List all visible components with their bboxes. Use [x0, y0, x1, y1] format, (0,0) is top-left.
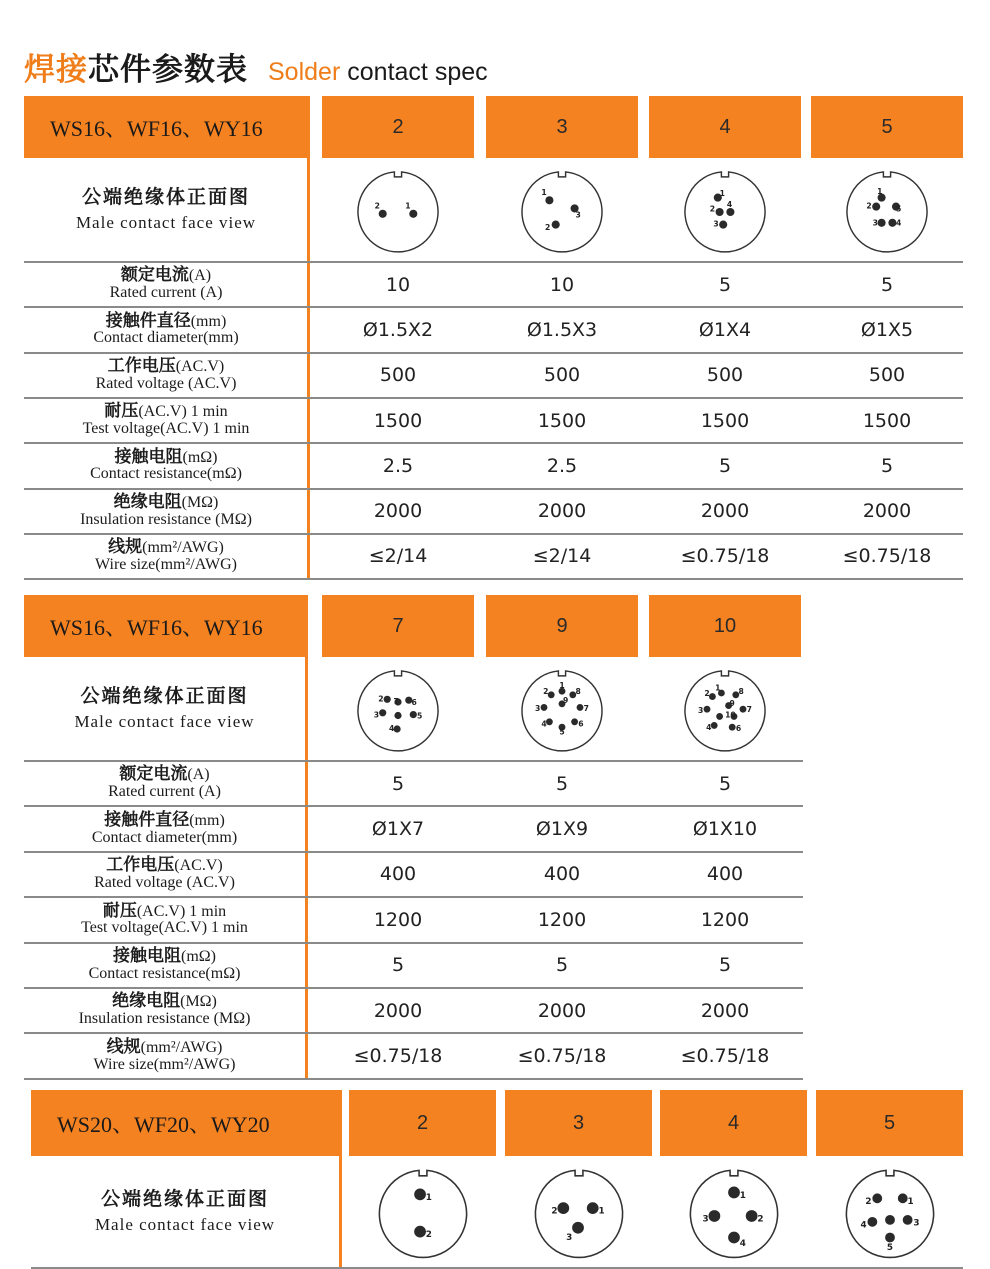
spec-row-label-cn — [121, 267, 211, 285]
face-view-label — [24, 657, 305, 761]
male-face-view-2-pin — [374, 1165, 472, 1263]
pin-number-label: 4 — [739, 1238, 746, 1249]
pin-number-label: 1 — [405, 201, 411, 211]
pin-number-label: 2 — [756, 1214, 764, 1225]
pin-number-label: 2 — [543, 687, 549, 697]
label-cn-text: 绝缘电阻 — [113, 491, 182, 512]
spec-row-label — [24, 534, 308, 579]
contact-pin — [586, 1202, 598, 1214]
column-divider — [339, 1090, 342, 1268]
contact-pin — [548, 691, 555, 698]
spec-row-label — [24, 307, 308, 352]
pin-number-label: 1 — [425, 1192, 432, 1203]
contact-pin — [867, 1217, 877, 1227]
pin-number-label: 6 — [578, 719, 584, 729]
contact-pin — [719, 221, 727, 229]
label-cn-text: 工作电压 — [107, 355, 176, 376]
pin-number-label: 2 — [866, 201, 872, 211]
spec-row-label-en: Rated voltage (AC.V) — [94, 874, 235, 892]
spec-value-cell: 5 — [391, 772, 405, 795]
label-cn-text: 接触电阻 — [113, 945, 181, 966]
insulator-outline — [358, 172, 438, 252]
pin-number-label: 6 — [735, 724, 742, 733]
spec-row-label-en: Rated current (A) — [108, 783, 221, 801]
row-separator — [24, 1078, 803, 1080]
label-cn-text: 接触件直径 — [105, 310, 191, 331]
column-divider — [305, 595, 308, 1079]
spec-row-label — [24, 1033, 305, 1078]
spec-value-cell: Ø1X10 — [692, 818, 758, 841]
page-title — [24, 44, 488, 88]
spec-value-cell: 2000 — [700, 999, 750, 1022]
spec-value-cell: 1200 — [700, 908, 750, 931]
label-cn-text: 接触件直径 — [104, 809, 190, 830]
spec-row-label-cn — [112, 993, 217, 1011]
spec-row-label-cn — [105, 310, 227, 331]
pin-count-header: 4 — [660, 1090, 807, 1156]
pin-number-label: 3 — [575, 210, 581, 220]
spec-value-cell: Ø1X9 — [535, 818, 589, 841]
spec-value-cell: 5 — [391, 954, 405, 977]
contact-pin — [557, 1202, 569, 1214]
face-view-label — [24, 158, 308, 262]
male-face-view-10-pin — [680, 666, 770, 756]
male-face-view-3-pin — [517, 167, 607, 257]
spec-value-cell: 5 — [718, 954, 732, 977]
contact-pin — [577, 704, 584, 711]
spec-value-cell: 5 — [880, 273, 894, 296]
pin-number-label: 3 — [565, 1233, 572, 1244]
contact-pin — [704, 706, 711, 713]
spec-value-cell: 2000 — [537, 500, 587, 523]
insulator-face-diagram — [353, 167, 443, 257]
pin-number-label: 7 — [393, 697, 399, 706]
contact-pin — [708, 1210, 720, 1222]
insulator-outline — [522, 172, 602, 252]
spec-value-cell: Ø1.5X3 — [526, 318, 598, 341]
pin-number-label: 1 — [715, 683, 721, 693]
insulator-face-diagram — [842, 167, 932, 257]
spec-value-cell: 2.5 — [382, 454, 414, 477]
title-cn-black: 芯件参数表 — [88, 52, 248, 88]
spec-value-cell: 1500 — [700, 409, 750, 432]
spec-value-cell: 1500 — [373, 409, 423, 432]
spec-row-label — [24, 806, 305, 851]
spec-value-cell: 500 — [868, 364, 906, 387]
male-face-view-5-pin — [842, 167, 932, 257]
pin-number-label: 1 — [877, 187, 883, 197]
spec-value-cell: 2000 — [537, 999, 587, 1022]
pin-number-label: 9 — [562, 696, 569, 706]
spec-row-label-cn — [119, 766, 209, 784]
label-cn-unit: (mm²/AWG) — [142, 539, 224, 557]
contact-pin — [878, 219, 886, 227]
spec-value-cell: 400 — [379, 863, 417, 886]
spec-value-cell: 2000 — [373, 500, 423, 523]
face-view-label-en: Male contact face view — [94, 1215, 276, 1235]
contact-pin — [541, 704, 548, 711]
pin-number-label: 7 — [746, 705, 752, 715]
male-face-view-3-pin — [530, 1165, 628, 1263]
spec-value-cell: ≤2/14 — [532, 545, 592, 568]
label-cn-unit: (mm²/AWG) — [140, 1038, 223, 1056]
contact-pin — [726, 208, 734, 216]
label-cn-text: 耐压 — [104, 401, 139, 422]
pin-number-label: 1 — [541, 188, 547, 198]
contact-pin — [885, 1215, 895, 1225]
row-separator — [24, 578, 963, 580]
label-cn-text: 线规 — [108, 537, 143, 558]
insulator-outline — [685, 172, 765, 252]
face-view-label-cn: 公端绝缘体正面图 — [80, 685, 249, 708]
pin-number-label: 4 — [896, 218, 902, 228]
pin-number-label: 5 — [416, 711, 423, 721]
spec-row-label-cn — [113, 945, 216, 966]
pin-count-header: 9 — [486, 595, 638, 657]
contact-pin — [740, 706, 747, 713]
spec-value-cell: 400 — [543, 863, 581, 886]
spec-value-cell: ≤0.75/18 — [517, 1045, 607, 1068]
label-cn-unit: (A) — [188, 267, 212, 285]
pin-number-label: 2 — [550, 1206, 558, 1217]
insulator-face-diagram — [680, 666, 770, 756]
spec-row-label-en: Contact resistance(mΩ) — [90, 465, 242, 483]
label-cn-text: 额定电流 — [119, 764, 188, 785]
pin-number-label: 4 — [706, 723, 712, 733]
spec-value-cell: ≤0.75/18 — [680, 545, 770, 568]
pin-number-label: 8 — [575, 687, 581, 697]
spec-value-cell: 500 — [706, 364, 744, 387]
title-en-black: contact spec — [347, 58, 488, 86]
pin-number-label: 3 — [872, 218, 878, 228]
label-cn-unit: (AC.V) 1 min — [138, 403, 228, 421]
pin-number-label: 3 — [535, 704, 541, 714]
spec-row-label-cn — [106, 1036, 223, 1057]
contact-pin — [394, 725, 401, 732]
label-cn-unit: (A) — [187, 766, 210, 784]
contact-pin — [885, 1233, 895, 1243]
contact-pin — [745, 1210, 757, 1222]
spec-value-cell: 10 — [385, 273, 411, 296]
spec-row-label-en: Contact resistance(mΩ) — [88, 964, 241, 982]
pin-count-header: 5 — [816, 1090, 963, 1156]
contact-pin — [716, 713, 723, 720]
spec-value-cell: Ø1X7 — [371, 818, 425, 841]
pin-number-label: 4 — [541, 719, 547, 729]
spec-row-label-en: Wire size(mm²/AWG) — [93, 1055, 236, 1073]
spec-row-label — [24, 443, 308, 488]
pin-number-label: 5 — [886, 1242, 893, 1253]
label-cn-unit: (mΩ) — [182, 448, 218, 466]
insulator-face-diagram — [685, 1165, 783, 1263]
contact-pin — [572, 1222, 584, 1234]
spec-row-label-cn — [102, 900, 227, 921]
contact-pin — [902, 1215, 912, 1225]
pin-number-label: 3 — [702, 1214, 709, 1225]
contact-pin — [545, 196, 553, 204]
insulator-face-diagram — [517, 666, 607, 756]
male-face-view-2-pin — [353, 167, 443, 257]
spec-row-label-cn — [114, 446, 218, 467]
pin-count-header: 2 — [349, 1090, 496, 1156]
spec-row-label-cn — [107, 355, 225, 376]
spec-row-label-en: Rated current (A) — [109, 284, 223, 302]
insulator-face-diagram — [680, 167, 770, 257]
spec-value-cell: ≤0.75/18 — [842, 545, 932, 568]
contact-pin — [728, 1187, 740, 1199]
pin-number-label: 6 — [411, 697, 417, 707]
spec-value-cell: 500 — [543, 364, 581, 387]
spec-value-cell: 1200 — [373, 908, 423, 931]
label-cn-text: 绝缘电阻 — [112, 991, 181, 1012]
pin-count-header: 3 — [486, 96, 638, 158]
spec-value-cell: 5 — [555, 772, 569, 795]
pin-number-label: 2 — [425, 1230, 432, 1241]
spec-value-cell: Ø1X4 — [698, 318, 752, 341]
model-series-header: WS16、WF16、WY16 — [24, 96, 308, 158]
label-cn-unit: (AC.V) — [174, 857, 223, 875]
label-cn-text: 线规 — [106, 1036, 141, 1057]
label-cn-unit: (MΩ) — [181, 493, 219, 511]
pin-number-label: 1 — [739, 1190, 746, 1201]
spec-value-cell: 5 — [718, 273, 732, 296]
spec-value-cell: 5 — [555, 954, 569, 977]
contact-pin — [728, 1232, 740, 1244]
contact-pin — [872, 203, 880, 211]
pin-number-label: 9 — [729, 698, 735, 708]
spec-row-label — [24, 943, 305, 988]
label-cn-unit: (mm) — [190, 312, 227, 330]
spec-row-label-en: Contact diameter(mm) — [93, 329, 239, 347]
contact-pin — [716, 208, 724, 216]
contact-pin — [729, 724, 736, 731]
spec-value-cell: 1200 — [537, 908, 587, 931]
spec-row-label-cn — [113, 491, 219, 512]
pin-number-label: 2 — [704, 688, 710, 698]
model-series-header: WS16、WF16、WY16 — [24, 595, 305, 657]
spec-row-label — [24, 489, 308, 534]
face-view-label — [31, 1156, 339, 1268]
spec-value-cell: 5 — [718, 454, 732, 477]
male-face-view-4-pin — [685, 1165, 783, 1263]
spec-row-label-cn — [106, 857, 222, 875]
contact-pin — [410, 711, 417, 718]
spec-row-label-en: Wire size(mm²/AWG) — [95, 555, 237, 573]
insulator-face-diagram — [530, 1165, 628, 1263]
pin-number-label: 2 — [709, 204, 716, 214]
pin-number-label: 2 — [378, 694, 384, 704]
label-cn-unit: (mm) — [189, 811, 225, 829]
contact-pin — [414, 1226, 426, 1238]
male-face-view-7-pin — [353, 666, 443, 756]
spec-row-label-en: Insulation resistance (MΩ) — [78, 1010, 251, 1028]
label-cn-unit: (MΩ) — [180, 993, 217, 1011]
spec-value-cell: 5 — [880, 454, 894, 477]
pin-number-label: 1 — [597, 1206, 605, 1217]
pin-number-label: 3 — [912, 1218, 920, 1229]
label-cn-text: 接触电阻 — [114, 446, 183, 467]
pin-number-label: 4 — [859, 1220, 867, 1231]
spec-value-cell: Ø1.5X2 — [362, 318, 434, 341]
male-face-view-9-pin — [517, 666, 607, 756]
contact-pin — [552, 221, 560, 229]
contact-pin — [872, 1193, 882, 1203]
label-cn-unit: (AC.V) — [175, 357, 225, 375]
pin-number-label: 1 — [559, 680, 565, 690]
spec-value-cell: 10 — [549, 273, 575, 296]
contact-pin — [409, 210, 417, 218]
title-cn-orange: 焊接 — [24, 52, 88, 88]
spec-value-cell: 2000 — [700, 500, 750, 523]
pin-number-label: 3 — [698, 706, 704, 715]
contact-pin — [546, 718, 553, 725]
pin-number-label: 5 — [559, 727, 565, 737]
pin-count-header: 4 — [649, 96, 801, 158]
spec-row-label — [24, 852, 305, 897]
insulator-face-diagram — [353, 666, 443, 756]
model-series-header: WS20、WF20、WY20 — [31, 1090, 339, 1156]
spec-value-cell: Ø1X5 — [860, 318, 914, 341]
spec-row-label — [24, 398, 308, 443]
pin-number-label: 8 — [738, 687, 744, 697]
pin-number-label: 2 — [374, 201, 380, 211]
spec-row-label — [24, 761, 305, 806]
pin-count-header: 2 — [322, 96, 474, 158]
pin-number-label: 10 — [725, 710, 736, 720]
insulator-face-diagram — [841, 1165, 939, 1263]
spec-row-label-en: Contact diameter(mm) — [91, 828, 238, 846]
contact-pin — [711, 722, 718, 729]
face-view-label-en: Male contact face view — [75, 213, 257, 233]
insulator-outline — [535, 1170, 622, 1257]
spec-value-cell: ≤0.75/18 — [680, 1045, 770, 1068]
pin-count-header: 5 — [811, 96, 963, 158]
pin-number-label: 3 — [713, 219, 719, 229]
spec-row-label-en: Test voltage(AC.V) 1 min — [81, 919, 248, 937]
pin-number-label: 7 — [583, 704, 589, 714]
spec-value-cell: 500 — [379, 364, 417, 387]
pin-number-label: 2 — [544, 223, 551, 233]
male-face-view-4-pin — [680, 167, 770, 257]
pin-number-label: 5 — [896, 204, 902, 214]
contact-pin — [571, 718, 578, 725]
pin-number-label: 1 — [907, 1196, 914, 1207]
spec-value-cell: 2000 — [373, 999, 423, 1022]
insulator-outline — [379, 1170, 466, 1257]
pin-number-label: 3 — [373, 710, 380, 720]
contact-pin — [384, 696, 391, 703]
spec-row-label — [24, 262, 308, 307]
label-cn-text: 额定电流 — [120, 265, 189, 286]
pin-number-label: 2 — [864, 1196, 872, 1207]
spec-row-label — [24, 353, 308, 398]
contact-pin — [897, 1193, 907, 1203]
spec-row-label-cn — [108, 539, 224, 557]
pin-number-label: 4 — [726, 199, 733, 209]
spec-row-label-en: Test voltage(AC.V) 1 min — [82, 420, 250, 438]
label-cn-text: 耐压 — [102, 900, 137, 921]
pin-count-header: 7 — [322, 595, 474, 657]
spec-value-cell: 2.5 — [546, 454, 578, 477]
pin-number-label: 1 — [719, 189, 725, 198]
spec-row-label-en: Rated voltage (AC.V) — [95, 374, 237, 392]
contact-pin — [379, 709, 386, 716]
spec-value-cell: ≤2/14 — [368, 545, 428, 568]
contact-pin — [709, 693, 716, 700]
spec-value-cell: 400 — [706, 863, 744, 886]
spec-value-cell: ≤0.75/18 — [353, 1045, 443, 1068]
insulator-face-diagram — [374, 1165, 472, 1263]
contact-pin — [414, 1189, 426, 1201]
spec-row-label — [24, 988, 305, 1033]
spec-value-cell: 1500 — [537, 409, 587, 432]
spec-value-cell: 5 — [718, 772, 732, 795]
pin-count-header: 3 — [505, 1090, 652, 1156]
spec-value-cell: 1500 — [862, 409, 912, 432]
insulator-outline — [358, 671, 438, 751]
title-en-orange: Solder — [268, 58, 341, 86]
face-view-label-cn: 公端绝缘体正面图 — [81, 186, 250, 209]
contact-pin — [394, 712, 401, 719]
label-cn-unit: (mΩ) — [181, 947, 216, 965]
face-view-label-cn: 公端绝缘体正面图 — [100, 1188, 269, 1211]
spec-row-label-cn — [104, 403, 227, 421]
contact-pin — [379, 210, 387, 218]
pin-count-header: 10 — [649, 595, 801, 657]
spec-value-cell: 2000 — [862, 500, 912, 523]
spec-row-label-cn — [104, 809, 225, 830]
face-view-label-en: Male contact face view — [74, 712, 255, 732]
pin-number-label: 4 — [389, 724, 395, 733]
male-face-view-5-pin — [841, 1165, 939, 1263]
insulator-outline — [847, 172, 927, 252]
spec-row-label — [24, 897, 305, 942]
label-cn-unit: (AC.V) 1 min — [136, 902, 227, 920]
label-cn-text: 工作电压 — [106, 855, 175, 876]
spec-row-label-en: Insulation resistance (MΩ) — [80, 510, 252, 528]
insulator-face-diagram — [517, 167, 607, 257]
